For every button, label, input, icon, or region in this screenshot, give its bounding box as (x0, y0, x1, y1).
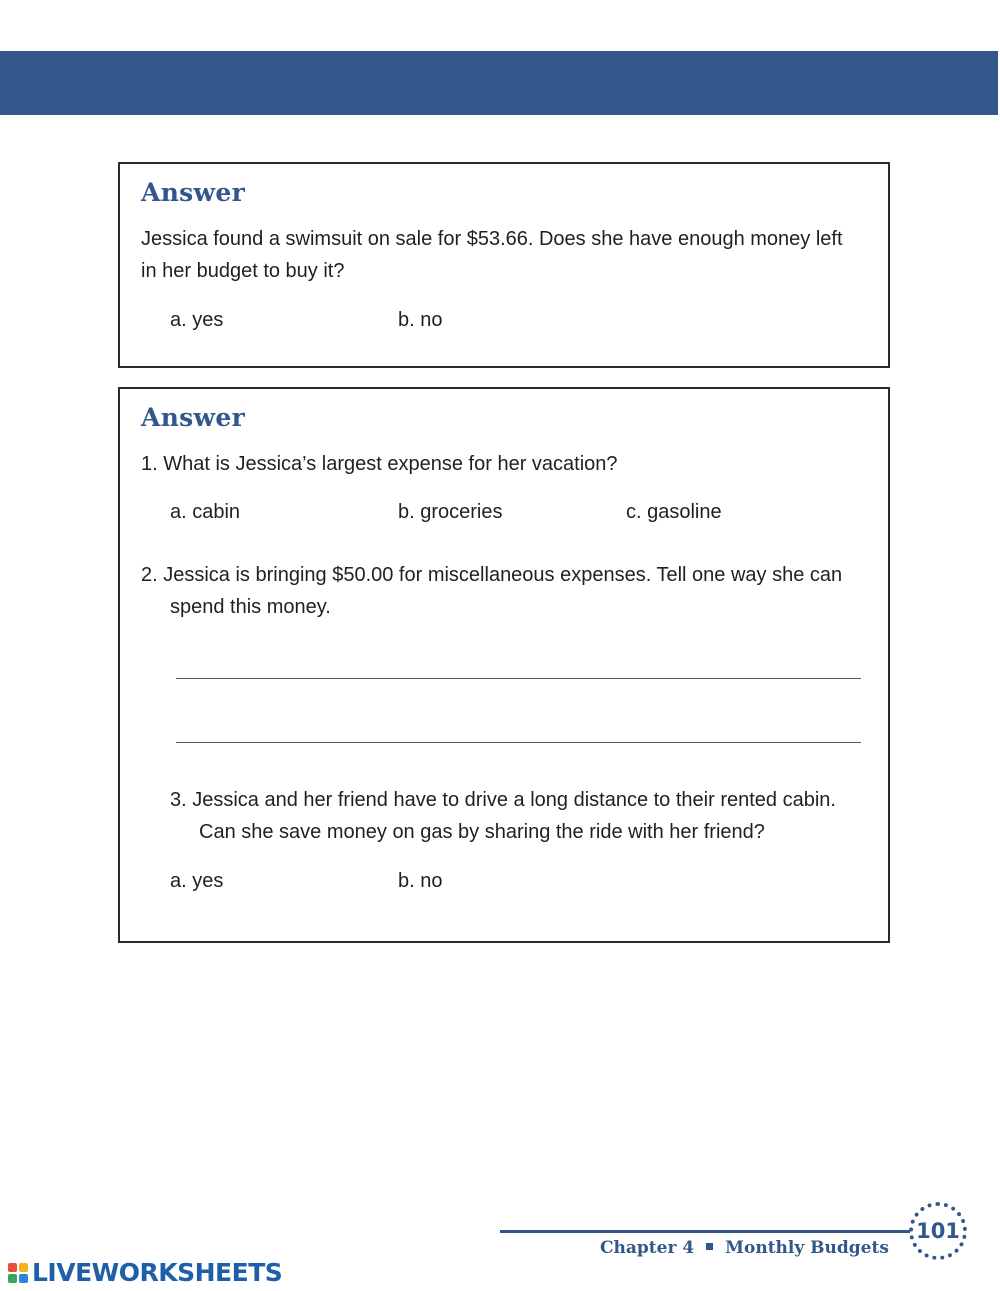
question-3-text: 3. Jessica and her friend have to drive a long distance to their rented cabin. (170, 789, 836, 811)
liveworksheets-logo[interactable] (8, 1258, 282, 1287)
answer-box-2 (118, 387, 890, 943)
option-cabin[interactable]: a. cabin (170, 501, 241, 523)
logo-text: LIVEWORKSHEETS (32, 1258, 283, 1287)
separator-square-icon (706, 1243, 713, 1250)
page-number: 101 (916, 1219, 960, 1243)
option-groceries[interactable]: b. groceries (398, 501, 503, 523)
option-no[interactable]: b. no (398, 309, 443, 331)
answer-heading: Answer (141, 403, 246, 432)
answer-line-1[interactable] (176, 678, 861, 679)
header-bar (0, 51, 998, 115)
answer-box-1 (118, 162, 890, 368)
question-2-text: 2. Jessica is bringing $50.00 for miscellaneous expenses. Tell one way she can (141, 564, 843, 586)
footer-rule (500, 1230, 910, 1233)
option-no[interactable]: b. no (398, 870, 443, 892)
answer-heading: Answer (141, 178, 246, 207)
question-1-text: 1. What is Jessica’s largest expense for her vacation? (141, 453, 618, 475)
logo-grid-icon (8, 1263, 28, 1283)
question-3-text: Can she save money on gas by sharing the ride with her friend? (199, 821, 765, 843)
option-gasoline[interactable]: c. gasoline (626, 501, 722, 523)
chapter-title: Monthly Budgets (725, 1238, 889, 1258)
question-text: Jessica found a swimsuit on sale for $53.66. Does she have enough money left (141, 228, 843, 250)
page-number-badge (909, 1202, 967, 1260)
question-text: in her budget to buy it? (141, 260, 345, 282)
chapter-number: Chapter 4 (600, 1238, 695, 1258)
option-yes[interactable]: a. yes (170, 309, 224, 331)
footer-chapter-label (600, 1238, 889, 1258)
option-yes[interactable]: a. yes (170, 870, 224, 892)
answer-line-2[interactable] (176, 742, 861, 743)
question-2-text: spend this money. (170, 596, 331, 618)
